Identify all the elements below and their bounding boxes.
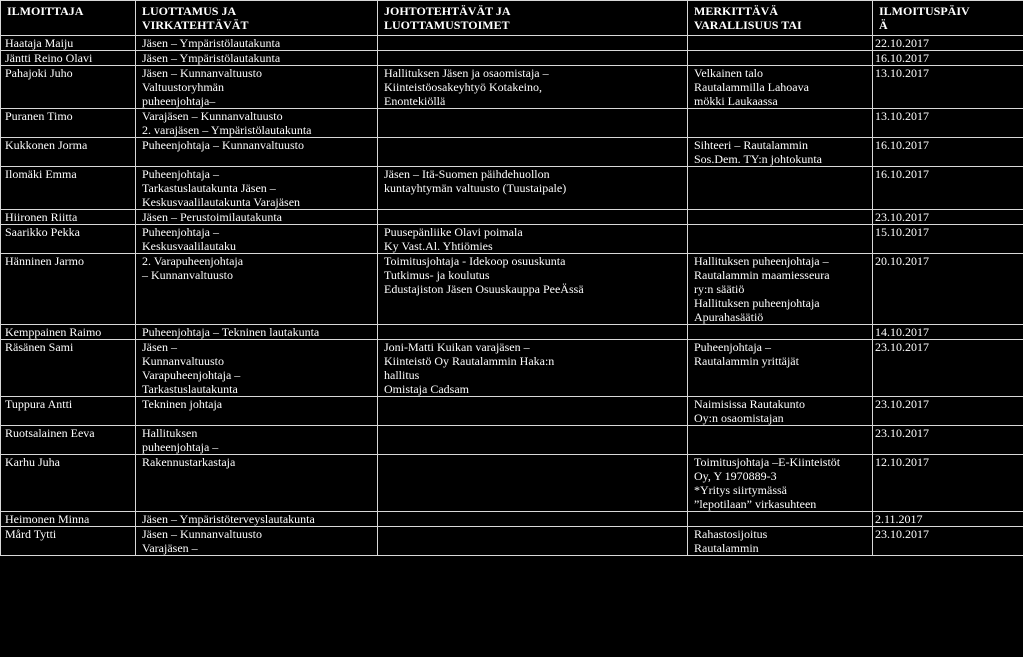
- cell-varallisuus: Sihteeri – Rautalammin Sos.Dem. TY:n johtokunta: [688, 138, 873, 167]
- cell-luottamus: Jäsen – Perustoimilautakunta: [136, 210, 378, 225]
- cell-paiva: 23.10.2017: [873, 527, 1023, 556]
- cell-paiva: 16.10.2017: [873, 167, 1023, 210]
- cell-johto: [378, 397, 688, 426]
- cell-ilmoittaja: Haataja Maiju: [1, 36, 136, 51]
- table-row: [1, 51, 1023, 66]
- cell-varallisuus: [688, 325, 873, 340]
- cell-varallisuus: [688, 167, 873, 210]
- cell-johto: Toimitusjohtaja - Idekoop osuuskunta Tutkimus- ja koulutus Edustajiston Jäsen Osuuskauppa PeeÄssä: [378, 254, 688, 325]
- cell-johto: [378, 325, 688, 340]
- cell-luottamus: Puheenjohtaja – Keskusvaalilautaku: [136, 225, 378, 254]
- cell-luottamus: Tekninen johtaja: [136, 397, 378, 426]
- cell-paiva: 16.10.2017: [873, 138, 1023, 167]
- table-row: [1, 512, 1023, 527]
- cell-paiva: 23.10.2017: [873, 426, 1023, 455]
- cell-paiva: 23.10.2017: [873, 397, 1023, 426]
- table-row: [1, 210, 1023, 225]
- cell-paiva: 23.10.2017: [873, 210, 1023, 225]
- cell-luottamus: Hallituksen puheenjohtaja –: [136, 426, 378, 455]
- cell-varallisuus: [688, 36, 873, 51]
- cell-luottamus: Jäsen – Ympäristöterveyslautakunta: [136, 512, 378, 527]
- cell-paiva: 2.11.2017: [873, 512, 1023, 527]
- cell-paiva: 22.10.2017: [873, 36, 1023, 51]
- cell-johto: [378, 109, 688, 138]
- cell-varallisuus: [688, 426, 873, 455]
- cell-luottamus: Puheenjohtaja – Kunnanvaltuusto: [136, 138, 378, 167]
- cell-luottamus: Puheenjohtaja – Tarkastuslautakunta Jäsen – Keskusvaalilautakunta Varajäsen: [136, 167, 378, 210]
- cell-paiva: 16.10.2017: [873, 51, 1023, 66]
- cell-varallisuus: Velkainen talo Rautalammilla Lahoava mökki Laukaassa: [688, 66, 873, 109]
- cell-johto: [378, 210, 688, 225]
- table-row: [1, 340, 1023, 397]
- header-ilmoittaja: ILMOITTAJA: [1, 1, 136, 36]
- cell-ilmoittaja: Pahajoki Juho: [1, 66, 136, 109]
- table-row: [1, 225, 1023, 254]
- table-row: [1, 167, 1023, 210]
- table-row: [1, 109, 1023, 138]
- header-luottamus: LUOTTAMUS JA VIRKATEHTÄVÄT: [136, 1, 378, 36]
- cell-luottamus: Jäsen – Kunnanvaltuusto Varajäsen –: [136, 527, 378, 556]
- cell-johto: [378, 455, 688, 512]
- table-row: [1, 138, 1023, 167]
- table-row: [1, 36, 1023, 51]
- cell-ilmoittaja: Ilomäki Emma: [1, 167, 136, 210]
- header-johto: JOHTOTEHTÄVÄT JA LUOTTAMUSTOIMET: [378, 1, 688, 36]
- cell-luottamus: Jäsen – Kunnanvaltuusto Valtuustoryhmän puheenjohtaja–: [136, 66, 378, 109]
- cell-luottamus: Rakennustarkastaja: [136, 455, 378, 512]
- cell-ilmoittaja: Saarikko Pekka: [1, 225, 136, 254]
- cell-ilmoittaja: Karhu Juha: [1, 455, 136, 512]
- cell-luottamus: Jäsen – Kunnanvaltuusto Varapuheenjohtaja – Tarkastuslautakunta: [136, 340, 378, 397]
- cell-johto: Hallituksen Jäsen ja osaomistaja – Kiinteistöosakeyhtyö Kotakeino, Enontekiöllä: [378, 66, 688, 109]
- cell-varallisuus: [688, 512, 873, 527]
- cell-luottamus: Puheenjohtaja – Tekninen lautakunta: [136, 325, 378, 340]
- cell-johto: [378, 51, 688, 66]
- cell-ilmoittaja: Kukkonen Jorma: [1, 138, 136, 167]
- table-row: [1, 325, 1023, 340]
- header-row: [1, 1, 1023, 36]
- cell-paiva: 15.10.2017: [873, 225, 1023, 254]
- cell-paiva: 13.10.2017: [873, 66, 1023, 109]
- cell-johto: [378, 512, 688, 527]
- table-row: [1, 66, 1023, 109]
- cell-varallisuus: [688, 225, 873, 254]
- cell-johto: [378, 36, 688, 51]
- cell-johto: [378, 426, 688, 455]
- header-merkittava: MERKITTÄVÄ VARALLISUUS TAI: [688, 1, 873, 36]
- cell-johto: [378, 527, 688, 556]
- cell-ilmoittaja: Tuppura Antti: [1, 397, 136, 426]
- cell-varallisuus: [688, 51, 873, 66]
- header-paiva: ILMOITUSPÄIV Ä: [873, 1, 1023, 36]
- cell-luottamus: Jäsen – Ympäristölautakunta: [136, 36, 378, 51]
- cell-ilmoittaja: Puranen Timo: [1, 109, 136, 138]
- cell-johto: [378, 138, 688, 167]
- cell-ilmoittaja: Räsänen Sami: [1, 340, 136, 397]
- cell-varallisuus: Naimisissa Rautakunto Oy:n osaomistajan: [688, 397, 873, 426]
- cell-varallisuus: Hallituksen puheenjohtaja – Rautalammin maamiesseura ry:n säätiö Hallituksen puheenjohtaja Apurahasäätiö: [688, 254, 873, 325]
- table-row: [1, 455, 1023, 512]
- table-row: [1, 254, 1023, 325]
- cell-paiva: 20.10.2017: [873, 254, 1023, 325]
- cell-ilmoittaja: Hiironen Riitta: [1, 210, 136, 225]
- cell-ilmoittaja: Heimonen Minna: [1, 512, 136, 527]
- cell-ilmoittaja: Hänninen Jarmo: [1, 254, 136, 325]
- cell-paiva: 13.10.2017: [873, 109, 1023, 138]
- cell-luottamus: 2. Varapuheenjohtaja – Kunnanvaltuusto: [136, 254, 378, 325]
- cell-paiva: 23.10.2017: [873, 340, 1023, 397]
- table-row: [1, 426, 1023, 455]
- cell-ilmoittaja: Jäntti Reino Olavi: [1, 51, 136, 66]
- cell-johto: Puusepänliike Olavi poimala Ky Vast.Al. Yhtiömies: [378, 225, 688, 254]
- cell-johto: Joni-Matti Kuikan varajäsen – Kiinteistö Oy Rautalammin Haka:n hallitus Omistaja Cadsam: [378, 340, 688, 397]
- cell-varallisuus: Puheenjohtaja – Rautalammin yrittäjät: [688, 340, 873, 397]
- table-row: [1, 397, 1023, 426]
- table-row: [1, 527, 1023, 556]
- cell-paiva: 14.10.2017: [873, 325, 1023, 340]
- cell-varallisuus: [688, 109, 873, 138]
- cell-luottamus: Varajäsen – Kunnanvaltuusto 2. varajäsen – Ympäristölautakunta: [136, 109, 378, 138]
- cell-ilmoittaja: Ruotsalainen Eeva: [1, 426, 136, 455]
- cell-ilmoittaja: Kemppainen Raimo: [1, 325, 136, 340]
- cell-luottamus: Jäsen – Ympäristölautakunta: [136, 51, 378, 66]
- cell-varallisuus: Toimitusjohtaja –E-Kiinteistöt Oy, Y 1970889-3 *Yritys siirtymässä ”lepotilaan” virkasuhteen: [688, 455, 873, 512]
- cell-paiva: 12.10.2017: [873, 455, 1023, 512]
- cell-varallisuus: [688, 210, 873, 225]
- cell-johto: Jäsen – Itä-Suomen päihdehuollon kuntayhtymän valtuusto (Tuustaipale): [378, 167, 688, 210]
- cell-varallisuus: Rahastosijoitus Rautalammin: [688, 527, 873, 556]
- cell-ilmoittaja: Mård Tytti: [1, 527, 136, 556]
